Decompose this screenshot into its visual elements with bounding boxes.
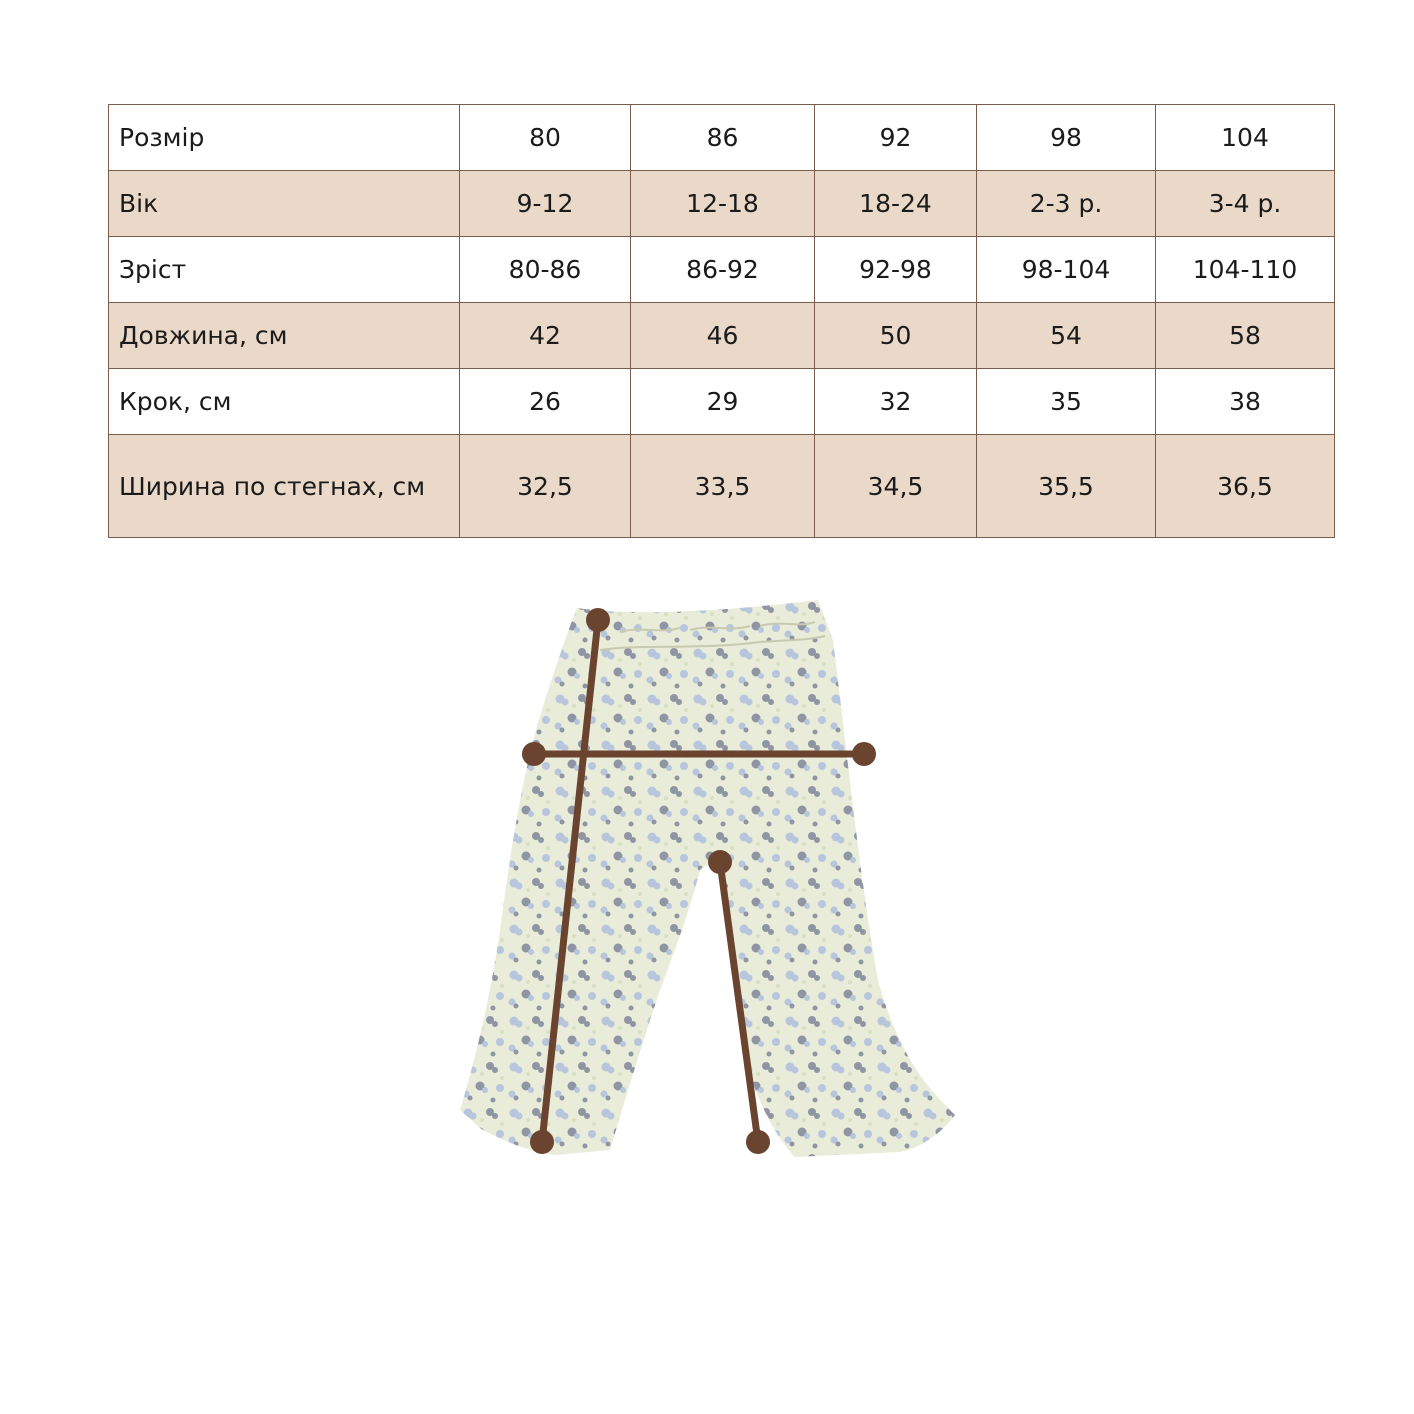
cell-value: 92 xyxy=(815,105,977,171)
measurement-points xyxy=(522,608,876,1154)
cell-value: 46 xyxy=(631,303,815,369)
length-measure-line xyxy=(542,620,598,1142)
cell-value: 104 xyxy=(1156,105,1335,171)
row-label: Зріст xyxy=(109,237,460,303)
row-length xyxy=(109,303,1335,369)
cell-value: 34,5 xyxy=(815,435,977,538)
cell-value: 86 xyxy=(631,105,815,171)
cell-value: 18-24 xyxy=(815,171,977,237)
row-label: Ширина по стегнах, см xyxy=(109,435,460,538)
row-label: Довжина, см xyxy=(109,303,460,369)
cell-value: 80 xyxy=(460,105,631,171)
hip-right-point xyxy=(852,742,876,766)
cell-value: 35 xyxy=(977,369,1156,435)
row-age xyxy=(109,171,1335,237)
waistband-gathers xyxy=(600,622,825,650)
row-hip-width xyxy=(109,435,1335,538)
row-label: Крок, см xyxy=(109,369,460,435)
cell-value: 33,5 xyxy=(631,435,815,538)
cell-value: 9-12 xyxy=(460,171,631,237)
cell-value: 54 xyxy=(977,303,1156,369)
cell-value: 2-3 р. xyxy=(977,171,1156,237)
cell-value: 98-104 xyxy=(977,237,1156,303)
cell-value: 35,5 xyxy=(977,435,1156,538)
length-top-point xyxy=(586,608,610,632)
inseam-measure-line xyxy=(720,862,758,1142)
cell-value: 50 xyxy=(815,303,977,369)
cell-value: 92-98 xyxy=(815,237,977,303)
cell-value: 32,5 xyxy=(460,435,631,538)
inseam-bottom-point xyxy=(746,1130,770,1154)
row-height xyxy=(109,237,1335,303)
row-label: Розмір xyxy=(109,105,460,171)
cell-value: 86-92 xyxy=(631,237,815,303)
cell-value: 32 xyxy=(815,369,977,435)
cell-value: 98 xyxy=(977,105,1156,171)
measurement-lines xyxy=(534,620,864,1142)
size-chart-table xyxy=(108,104,1335,538)
length-bottom-point xyxy=(530,1130,554,1154)
cell-value: 3-4 р. xyxy=(1156,171,1335,237)
cell-value: 12-18 xyxy=(631,171,815,237)
pants-shape xyxy=(460,600,955,1157)
cell-value: 104-110 xyxy=(1156,237,1335,303)
cell-value: 36,5 xyxy=(1156,435,1335,538)
row-size xyxy=(109,105,1335,171)
hip-left-point xyxy=(522,742,546,766)
row-inseam xyxy=(109,369,1335,435)
cell-value: 38 xyxy=(1156,369,1335,435)
row-label: Вік xyxy=(109,171,460,237)
cell-value: 58 xyxy=(1156,303,1335,369)
cell-value: 80-86 xyxy=(460,237,631,303)
cell-value: 26 xyxy=(460,369,631,435)
cell-value: 29 xyxy=(631,369,815,435)
cell-value: 42 xyxy=(460,303,631,369)
inseam-top-point xyxy=(708,850,732,874)
